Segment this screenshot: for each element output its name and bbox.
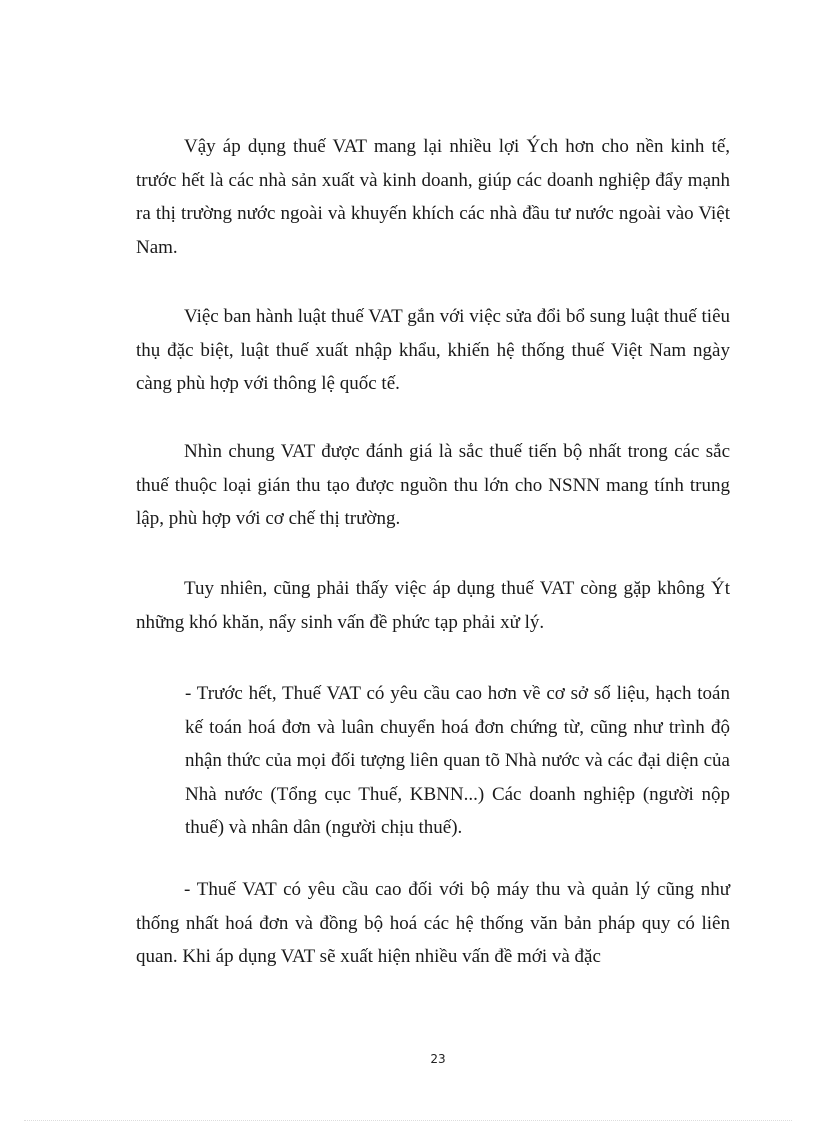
paragraph-vat-difficulties: Tuy nhiên, cũng phải thấy việc áp dụng thuế VAT còng gặp không Ýt những khó khăn, nẩy sinh vấn đề phức tạp phải xử lý. [136, 578, 730, 633]
paragraph-vat-assessment: Nhìn chung VAT được đánh giá là sắc thuế tiến bộ nhất trong các sắc thuế thuộc loại gián thu tạo được nguồn thu lớn cho NSNN mang tính trung lập, phù hợp với cơ chế thị trường. [136, 441, 730, 529]
paragraph-vat-law: Việc ban hành luật thuế VAT gắn với việc sửa đổi bổ sung luật thuế tiêu thụ đặc biệt, luật thuế xuất nhập khẩu, khiến hệ thống thuế Việt Nam ngày càng phù hợp với thông lệ quốc tế. [136, 306, 730, 394]
paragraph-vat-benefits: Vậy áp dụng thuế VAT mang lại nhiều lợi Ých hơn cho nền kinh tế, trước hết là các nhà sản xuất và kinh doanh, giúp các doanh nghiệp đẩy mạnh ra thị trường nước ngoài và khuyến khích các nhà đầu tư nước ngoài vào Việt Nam. [136, 136, 730, 258]
page-bottom-divider [24, 1120, 792, 1121]
paragraph-second-requirement: - Thuế VAT có yêu cầu cao đối với bộ máy thu và quản lý cũng như thống nhất hoá đơn và đồng bộ hoá các hệ thống văn bản pháp quy có liên quan. Khi áp dụng VAT sẽ xuất hiện nhiều vấn đề mới và đặc [136, 879, 730, 967]
page-number: 23 [430, 1052, 446, 1066]
paragraph-first-requirement: - Trước hết, Thuế VAT có yêu cầu cao hơn về cơ sở số liệu, hạch toán kế toán hoá đơn và luân chuyển hoá đơn chứng từ, cũng như trình độ nhận thức của mọi đối tượng liên quan tõ Nhà nước và các đại diện của Nhà nước (Tổng cục Thuế, KBNN...) Các doanh nghiệp (người nộp thuế) và nhân dân (người chịu thuế). [185, 683, 730, 838]
